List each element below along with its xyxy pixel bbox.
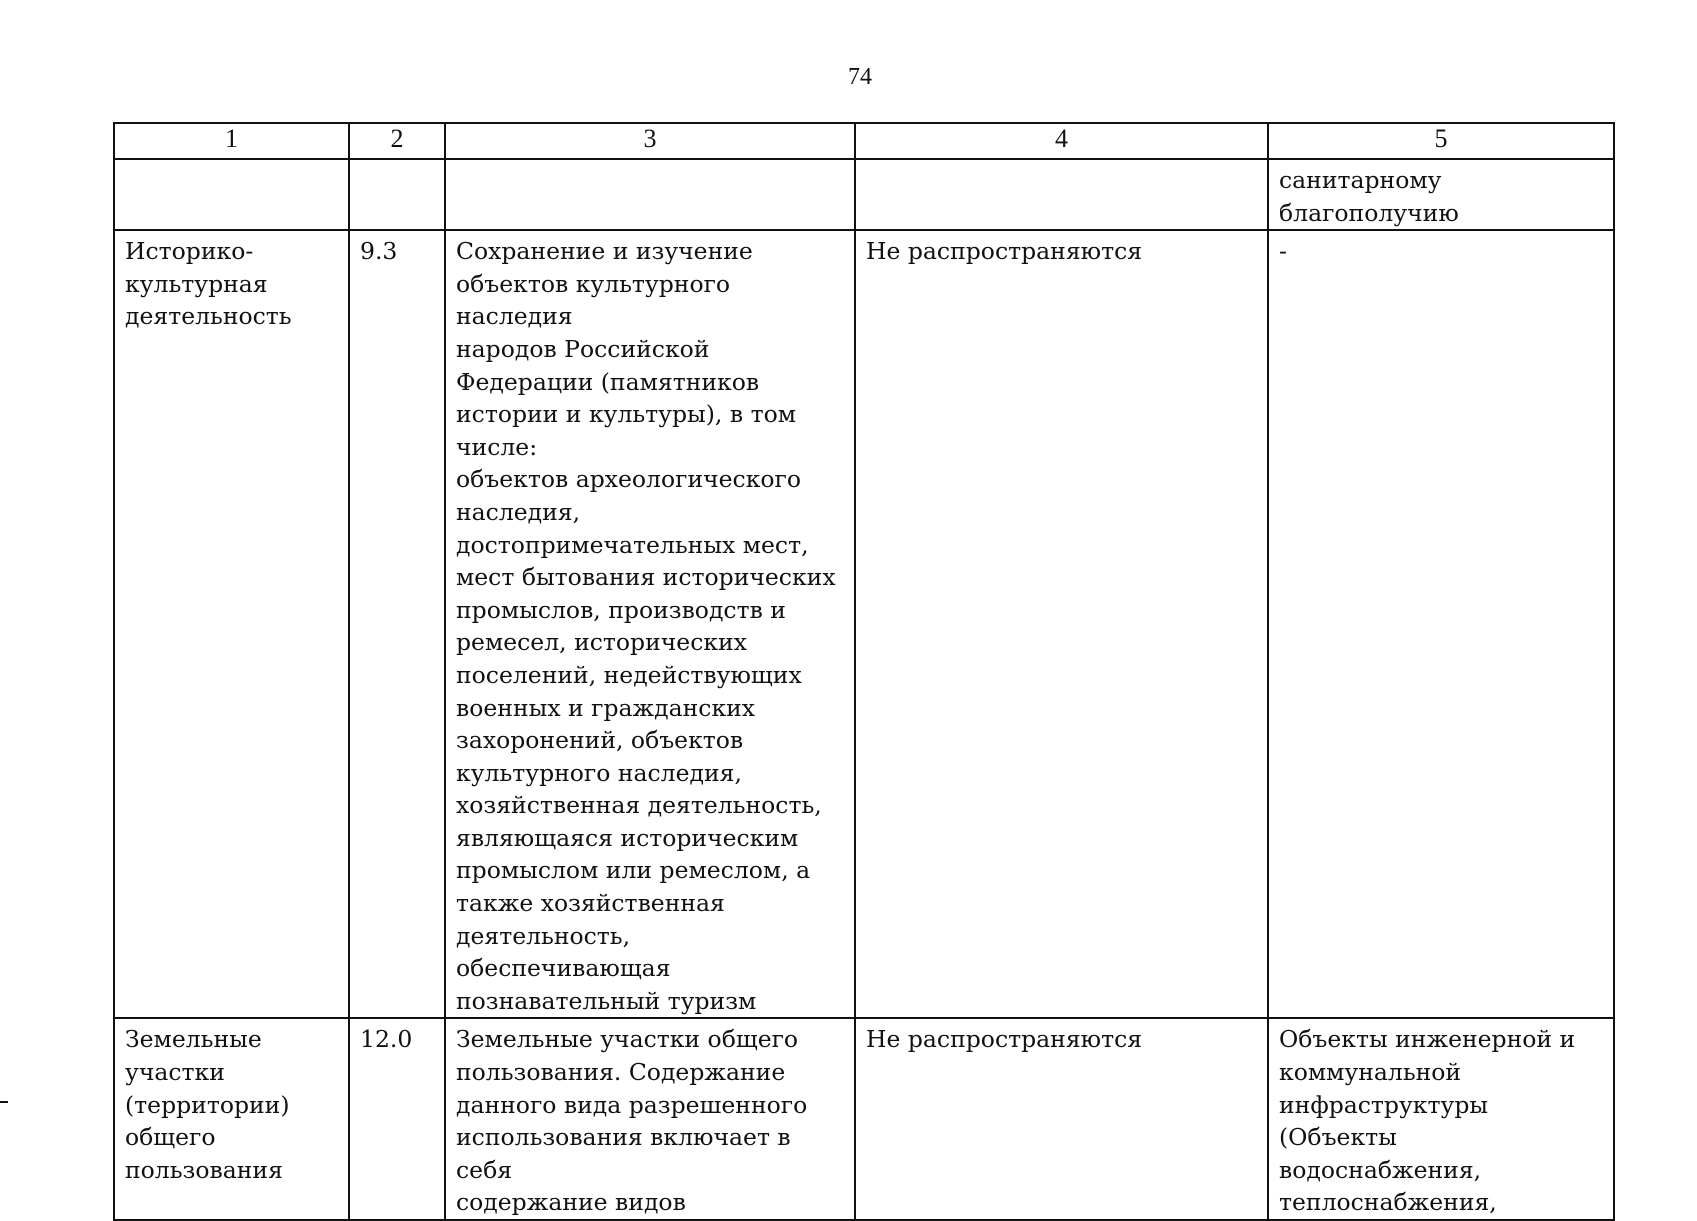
auxiliary-use-cell: санитарному благополучию (1268, 159, 1614, 230)
column-number-4: 4 (855, 123, 1268, 159)
use-type-cell (114, 159, 349, 230)
column-number-3: 3 (445, 123, 855, 159)
column-number-2: 2 (349, 123, 445, 159)
column-number-1: 1 (114, 123, 349, 159)
parameters-cell: Не распространяются (855, 1018, 1268, 1220)
regulations-table (113, 122, 1615, 1221)
column-number-5: 5 (1268, 123, 1614, 159)
description-cell (445, 159, 855, 230)
page-number: 74 (848, 64, 872, 90)
description-cell: Земельные участки общего пользования. Содержание данного вида разрешенного использования включает в себя содержание видов (445, 1018, 855, 1220)
margin-mark (0, 1101, 8, 1103)
code-cell (349, 159, 445, 230)
use-type-cell: Историко- культурная деятельность (114, 230, 349, 1018)
description-cell: Сохранение и изучение объектов культурного наследия народов Российской Федерации (памятников истории и культуры), в том числе: объектов археологического наследия, достопримечательных мест, мест бытования исторических промыслов, производств и ремесел, исторических поселений, недействующих военных и гражданских захоронений, объектов культурного наследия, хозяйственная деятельность, являющаяся историческим промыслом или ремеслом, а также хозяйственная деятельность, обеспечивающая познавательный туризм (445, 230, 855, 1018)
table-row (114, 159, 1614, 230)
table-row (114, 1018, 1614, 1220)
code-cell: 12.0 (349, 1018, 445, 1220)
auxiliary-use-cell: - (1268, 230, 1614, 1018)
parameters-cell: Не распространяются (855, 230, 1268, 1018)
table-header-row (114, 123, 1614, 159)
table-row (114, 230, 1614, 1018)
parameters-cell (855, 159, 1268, 230)
auxiliary-use-cell: Объекты инженерной и коммунальной инфраструктуры (Объекты водоснабжения, теплоснабжения, (1268, 1018, 1614, 1220)
code-cell: 9.3 (349, 230, 445, 1018)
use-type-cell: Земельные участки (территории) общего пользования (114, 1018, 349, 1220)
